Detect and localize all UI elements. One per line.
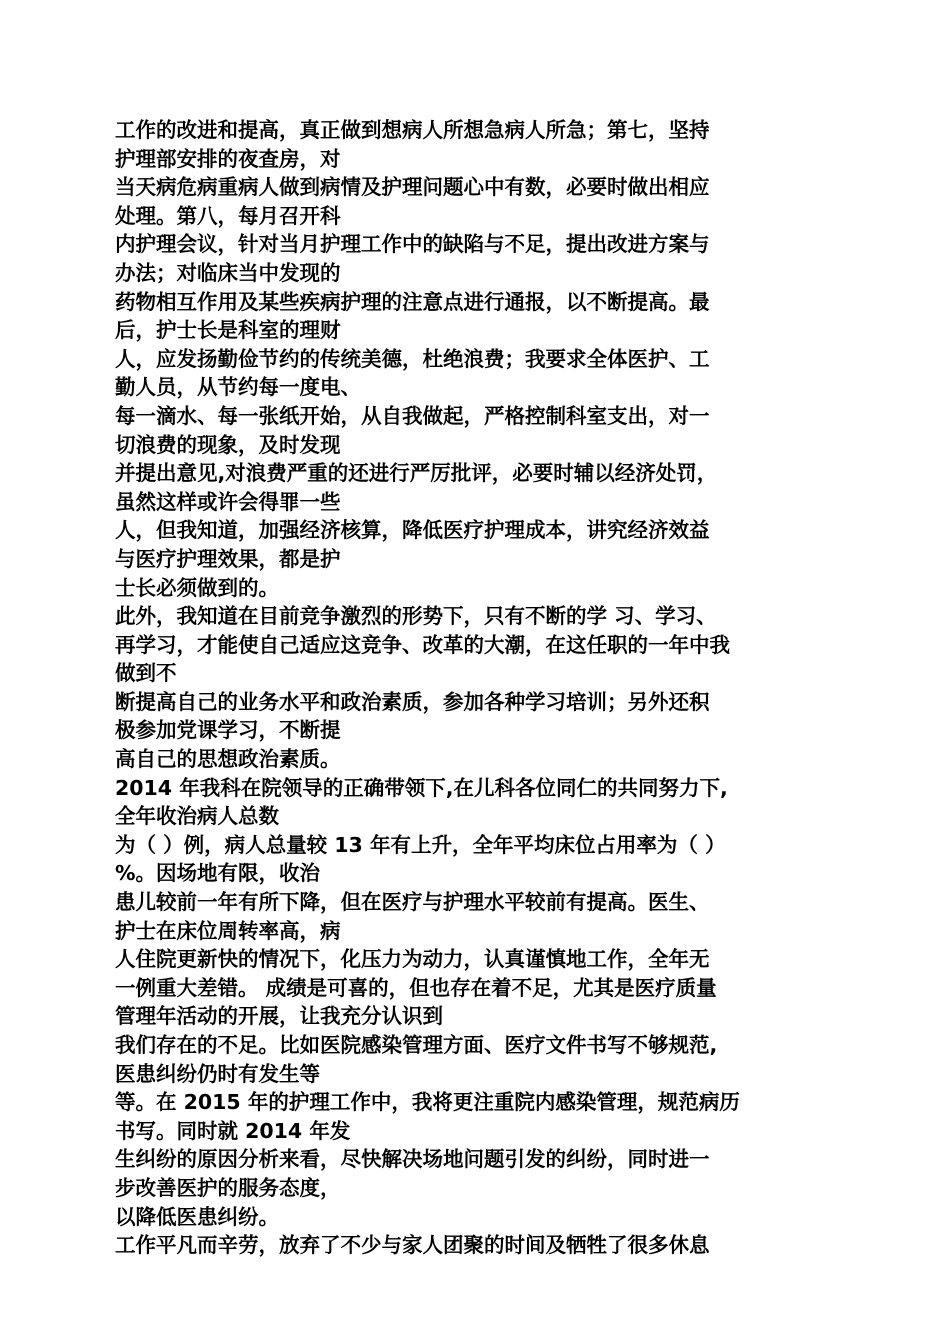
- text-line: 书写。同时就 2014 年发: [115, 1118, 351, 1143]
- text-line: 医患纠纷仍时有发生等: [115, 1061, 320, 1086]
- text-line: 虽然这样或许会得罪一些: [115, 489, 341, 514]
- text-line: 人住院更新快的情况下，化压力为动力，认真谨慎地工作，全年无: [115, 947, 710, 972]
- text-line: 一例重大差错。 成绩是可喜的，但也存在着不足，尤其是医疗质量: [115, 975, 717, 1000]
- text-line: %。因场地有限，收治: [115, 861, 321, 886]
- text-line: 工作平凡而辛劳，放弃了不少与家人团聚的时间及牺牲了很多休息: [115, 1233, 710, 1258]
- text-line: 等。在 2015 年的护理工作中，我将更注重院内感染管理，规范病历: [115, 1090, 740, 1115]
- text-line: 办法；对临床当中发现的: [115, 260, 341, 285]
- text-line: 全年收治病人总数: [115, 804, 279, 829]
- text-line: 步改善医护的服务态度，: [115, 1175, 341, 1200]
- text-line: 当天病危病重病人做到病情及护理问题心中有数，必要时做出相应: [115, 175, 710, 200]
- text-line: 并提出意见,对浪费严重的还进行严厉批评，必要时辅以经济处罚，: [115, 461, 718, 486]
- text-line: 高自己的思想政治素质。: [115, 747, 341, 772]
- text-line: 护理部安排的夜查房，对: [115, 146, 341, 171]
- text-line: 患儿较前一年有所下降，但在医疗与护理水平较前有提高。医生、: [115, 890, 710, 915]
- text-line: 人，应发扬勤俭节约的传统美德，杜绝浪费；我要求全体医护、工: [115, 346, 710, 371]
- document-body: [115, 116, 845, 1260]
- text-line: 生纠纷的原因分析来看，尽快解决场地问题引发的纠纷，同时进一: [115, 1147, 710, 1172]
- text-line: 勤人员，从节约每一度电、: [115, 375, 361, 400]
- text-line: 此外，我知道在目前竞争激烈的形势下，只有不断的学 习、学习、: [115, 604, 717, 629]
- text-line: 药物相互作用及某些疾病护理的注意点进行通报，以不断提高。最: [115, 289, 710, 314]
- text-line: 我们存在的不足。比如医院感染管理方面、医疗文件书写不够规范,: [115, 1033, 718, 1057]
- text-line: 工作的改进和提高，真正做到想病人所想急病人所急；第七，坚持: [115, 118, 710, 142]
- text-line: 极参加党课学习，不断提: [115, 718, 341, 743]
- text-line: 断提高自己的业务水平和政治素质，参加各种学习培训；另外还积: [115, 689, 710, 714]
- text-line: 管理年活动的开展，让我充分认识到: [115, 1004, 443, 1029]
- text-line: 每一滴水、每一张纸开始，从自我做起，严格控制科室支出，对一: [115, 403, 710, 428]
- text-line: 2014 年我科在院领导的正确带领下,在儿科各位同仁的共同努力下,: [115, 775, 728, 800]
- text-line: 后，护士长是科室的理财: [115, 318, 341, 343]
- text-line: 切浪费的现象，及时发现: [115, 432, 341, 457]
- text-line: 再学习，才能使自己适应这竞争、改革的大潮，在这任职的一年中我: [115, 632, 730, 657]
- text-line: 处理。第八，每月召开科: [115, 203, 341, 228]
- text-line: 与医疗护理效果，都是护: [115, 546, 341, 571]
- text-line: 护士在床位周转率高，病: [115, 918, 341, 943]
- text-line: 士长必须做到的。: [115, 575, 279, 600]
- text-line: 人，但我知道，加强经济核算，降低医疗护理成本，讲究经济效益: [115, 518, 710, 543]
- text-line: 内护理会议，针对当月护理工作中的缺陷与不足，提出改进方案与: [115, 232, 710, 257]
- text-line: 以降低医患纠纷。: [115, 1204, 279, 1229]
- text-line: 为（ ）例，病人总量较 13 年有上升，全年平均床位占用率为（ ）: [115, 832, 726, 857]
- text-line: 做到不: [115, 661, 177, 686]
